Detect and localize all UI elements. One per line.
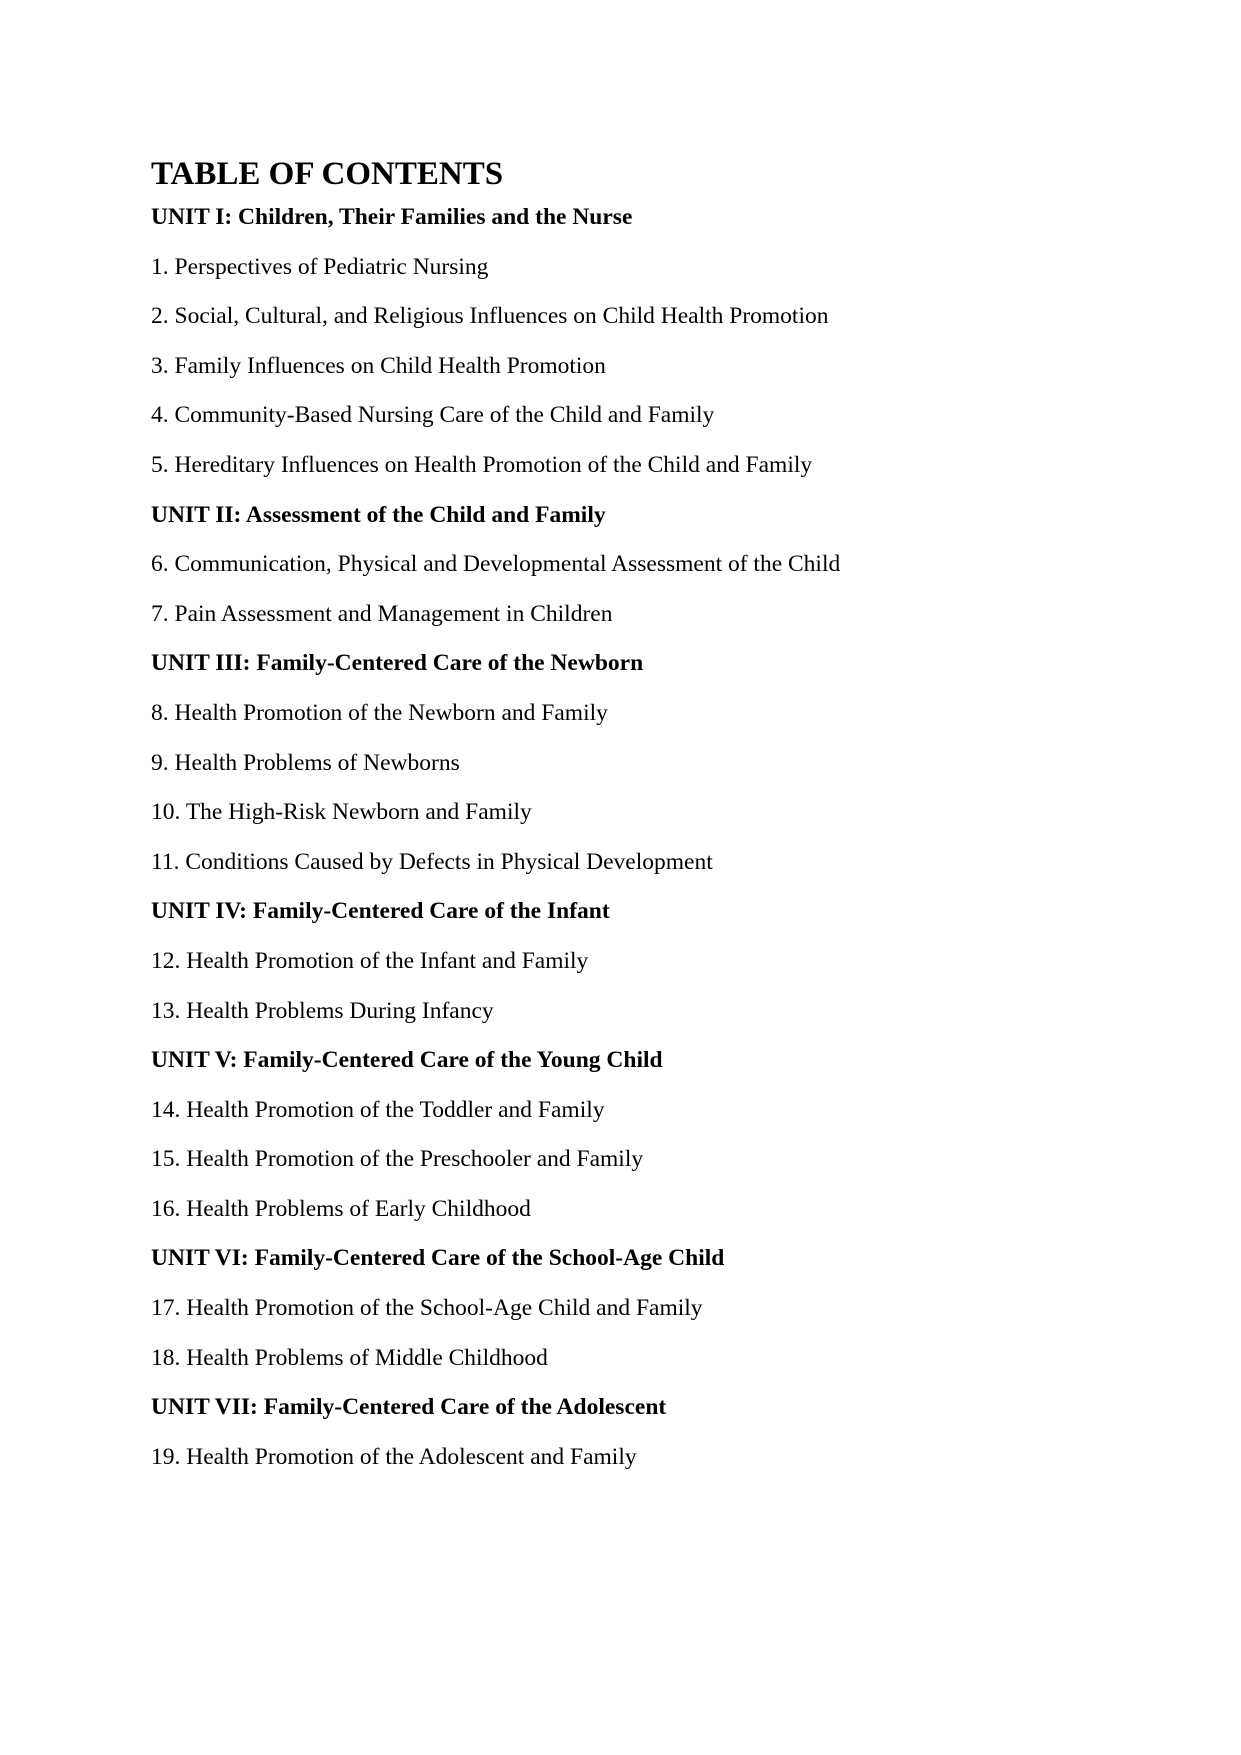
- toc-chapter-item: 16. Health Problems of Early Childhood: [151, 1195, 531, 1222]
- toc-chapter-item: 13. Health Problems During Infancy: [151, 997, 494, 1024]
- toc-unit-heading: UNIT VI: Family-Centered Care of the School-Age Child: [151, 1245, 725, 1272]
- toc-list: [151, 206, 1151, 1495]
- document-page: [151, 158, 1151, 1495]
- toc-chapter-item: 14. Health Promotion of the Toddler and Family: [151, 1096, 605, 1123]
- toc-chapter-item: 17. Health Promotion of the School-Age Child and Family: [151, 1295, 703, 1322]
- toc-chapter-item: 9. Health Problems of Newborns: [151, 749, 460, 776]
- toc-unit-heading: UNIT IV: Family-Centered Care of the Infant: [151, 898, 610, 925]
- toc-unit-heading: UNIT II: Assessment of the Child and Family: [151, 501, 606, 528]
- toc-chapter-item: 10. The High-Risk Newborn and Family: [151, 799, 532, 826]
- toc-chapter-item: 3. Family Influences on Child Health Promotion: [151, 352, 606, 379]
- toc-chapter-item: 11. Conditions Caused by Defects in Physical Development: [151, 848, 713, 875]
- toc-chapter-item: 12. Health Promotion of the Infant and Family: [151, 947, 589, 974]
- toc-chapter-item: 6. Communication, Physical and Developmental Assessment of the Child: [151, 551, 841, 578]
- toc-unit-heading: UNIT VII: Family-Centered Care of the Adolescent: [151, 1394, 667, 1421]
- toc-chapter-item: 4. Community-Based Nursing Care of the Child and Family: [151, 402, 715, 429]
- toc-chapter-item: 15. Health Promotion of the Preschooler and Family: [151, 1146, 644, 1173]
- toc-unit-heading: UNIT V: Family-Centered Care of the Young Child: [151, 1047, 663, 1074]
- toc-chapter-item: 8. Health Promotion of the Newborn and Family: [151, 699, 608, 726]
- toc-chapter-item: 7. Pain Assessment and Management in Children: [151, 600, 613, 627]
- toc-chapter-item: 19. Health Promotion of the Adolescent and Family: [151, 1443, 637, 1470]
- toc-chapter-item: 1. Perspectives of Pediatric Nursing: [151, 253, 489, 280]
- toc-chapter-item: 18. Health Problems of Middle Childhood: [151, 1344, 548, 1371]
- page-title: TABLE OF CONTENTS: [151, 156, 504, 192]
- toc-unit-heading: UNIT I: Children, Their Families and the Nurse: [151, 204, 633, 230]
- toc-chapter-item: 2. Social, Cultural, and Religious Influences on Child Health Promotion: [151, 303, 829, 330]
- toc-chapter-item: 5. Hereditary Influences on Health Promotion of the Child and Family: [151, 451, 813, 478]
- toc-unit-heading: UNIT III: Family-Centered Care of the Newborn: [151, 650, 644, 677]
